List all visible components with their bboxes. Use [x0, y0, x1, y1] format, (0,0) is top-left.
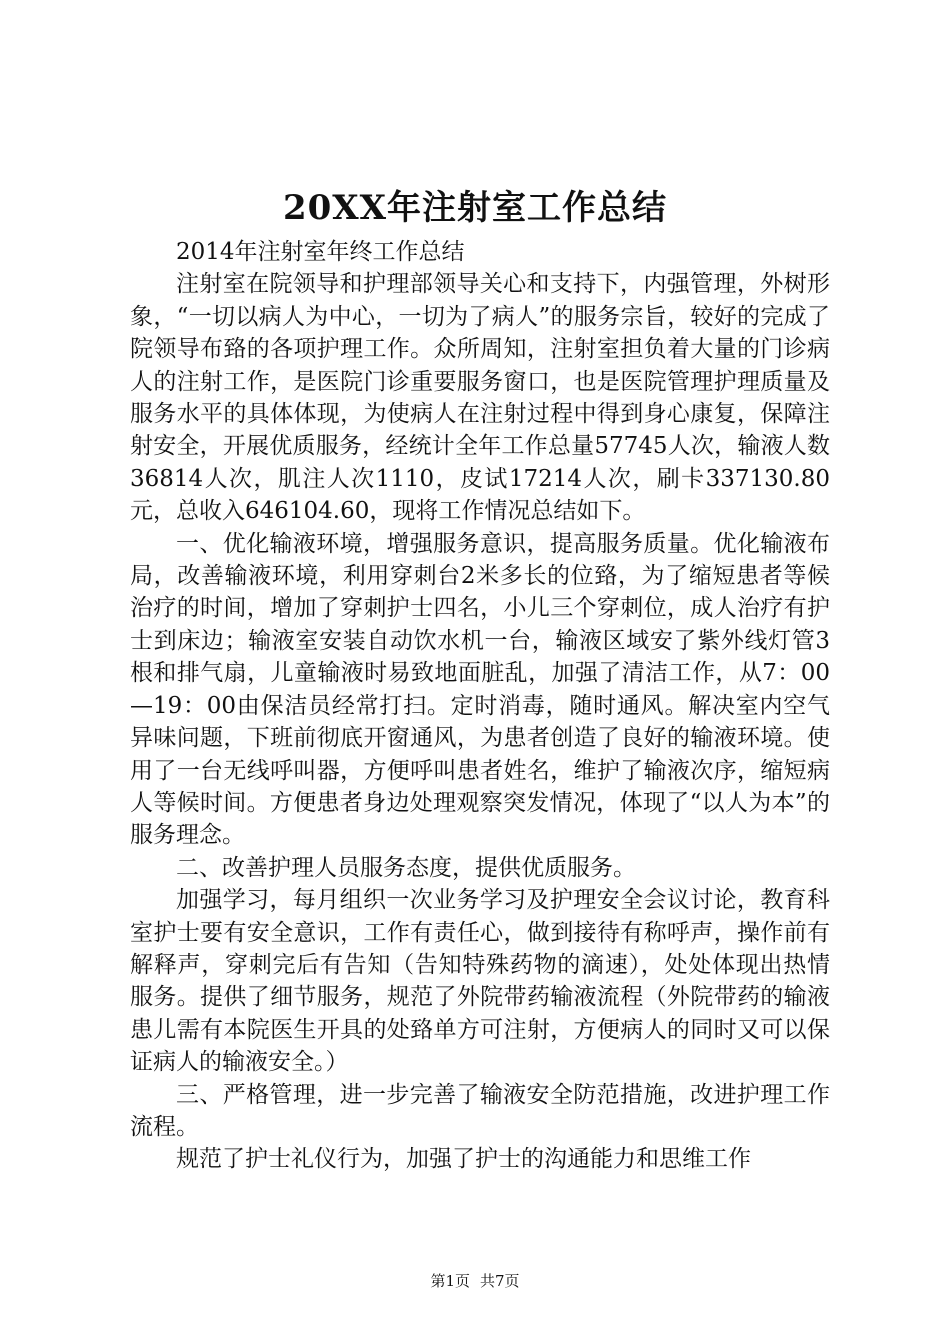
section-two-paragraph: 加强学习，每月组织一次业务学习及护理安全会议讨论，教育科室护士要有安全意识，工作有责任心，做到接待有称呼声，操作前有解释声，穿刺完后有告知（告知特殊药物的滴速），处处体现出热情服务。提供了细节服务，规范了外院带药输液流程（外院带药的输液患儿需有本院医生开具的处臵单方可注射，方便病人的同时又可以保证病人的输液安全。）	[130, 887, 830, 1076]
section-three-heading: 三、严格管理，进一步完善了输液安全防范措施，改进护理工作流程。	[130, 1081, 830, 1140]
section-two-heading: 二、改善护理人员服务态度，提供优质服务。	[176, 854, 636, 881]
page-number: 第1页	[430, 1272, 470, 1290]
document-title: 20XX年注射室工作总结	[282, 188, 668, 228]
subtitle-paragraph: 2014年注射室年终工作总结	[176, 239, 465, 265]
section-one-paragraph: 一、优化输液环境，增强服务意识，提高服务质量。优化输液布局，改善输液环境，利用穿刺台2米多长的位臵，为了缩短患者等候治疗的时间，增加了穿刺护士四名，小儿三个穿刺位，成人治疗有护士到床边；输液室安装自动饮水机一台，输液区域安了紫外线灯管3根和排气扇，儿童输液时易致地面脏乱，加强了清洁工作，从7：00—19：00由保洁员经常打扫。定时消毒，随时通风。解决室内空气异味问题，下班前彻底开窗通风，为患者创造了良好的输液环境。使用了一台无线呼叫器，方便呼叫患者姓名，维护了输液次序，缩短病人等候时间。方便患者身边处理观察突发情况，体现了“以人为本”的服务理念。	[130, 530, 830, 849]
section-three-paragraph: 规范了护士礼仪行为，加强了护士的沟通能力和思维工作	[176, 1146, 751, 1173]
page-total: 共7页	[480, 1272, 520, 1290]
intro-paragraph: 注射室在院领导和护理部领导关心和支持下，内强管理，外树形象，“一切以病人为中心，一切为了病人”的服务宗旨，较好的完成了院领导布臵的各项护理工作。众所周知，注射室担负着大量的门诊病人的注射工作，是医院门诊重要服务窗口，也是医院管理护理质量及服务水平的具体体现，为使病人在注射过程中得到身心康复，保障注射安全，开展优质服务，经统计全年工作总量57745人次，输液人数36814人次，肌注人次1110，皮试17214人次，刷卡337130.80元，总收入646104.60，现将工作情况总结如下。	[130, 271, 830, 525]
document-body	[130, 236, 830, 1176]
page-footer	[0, 1271, 950, 1291]
